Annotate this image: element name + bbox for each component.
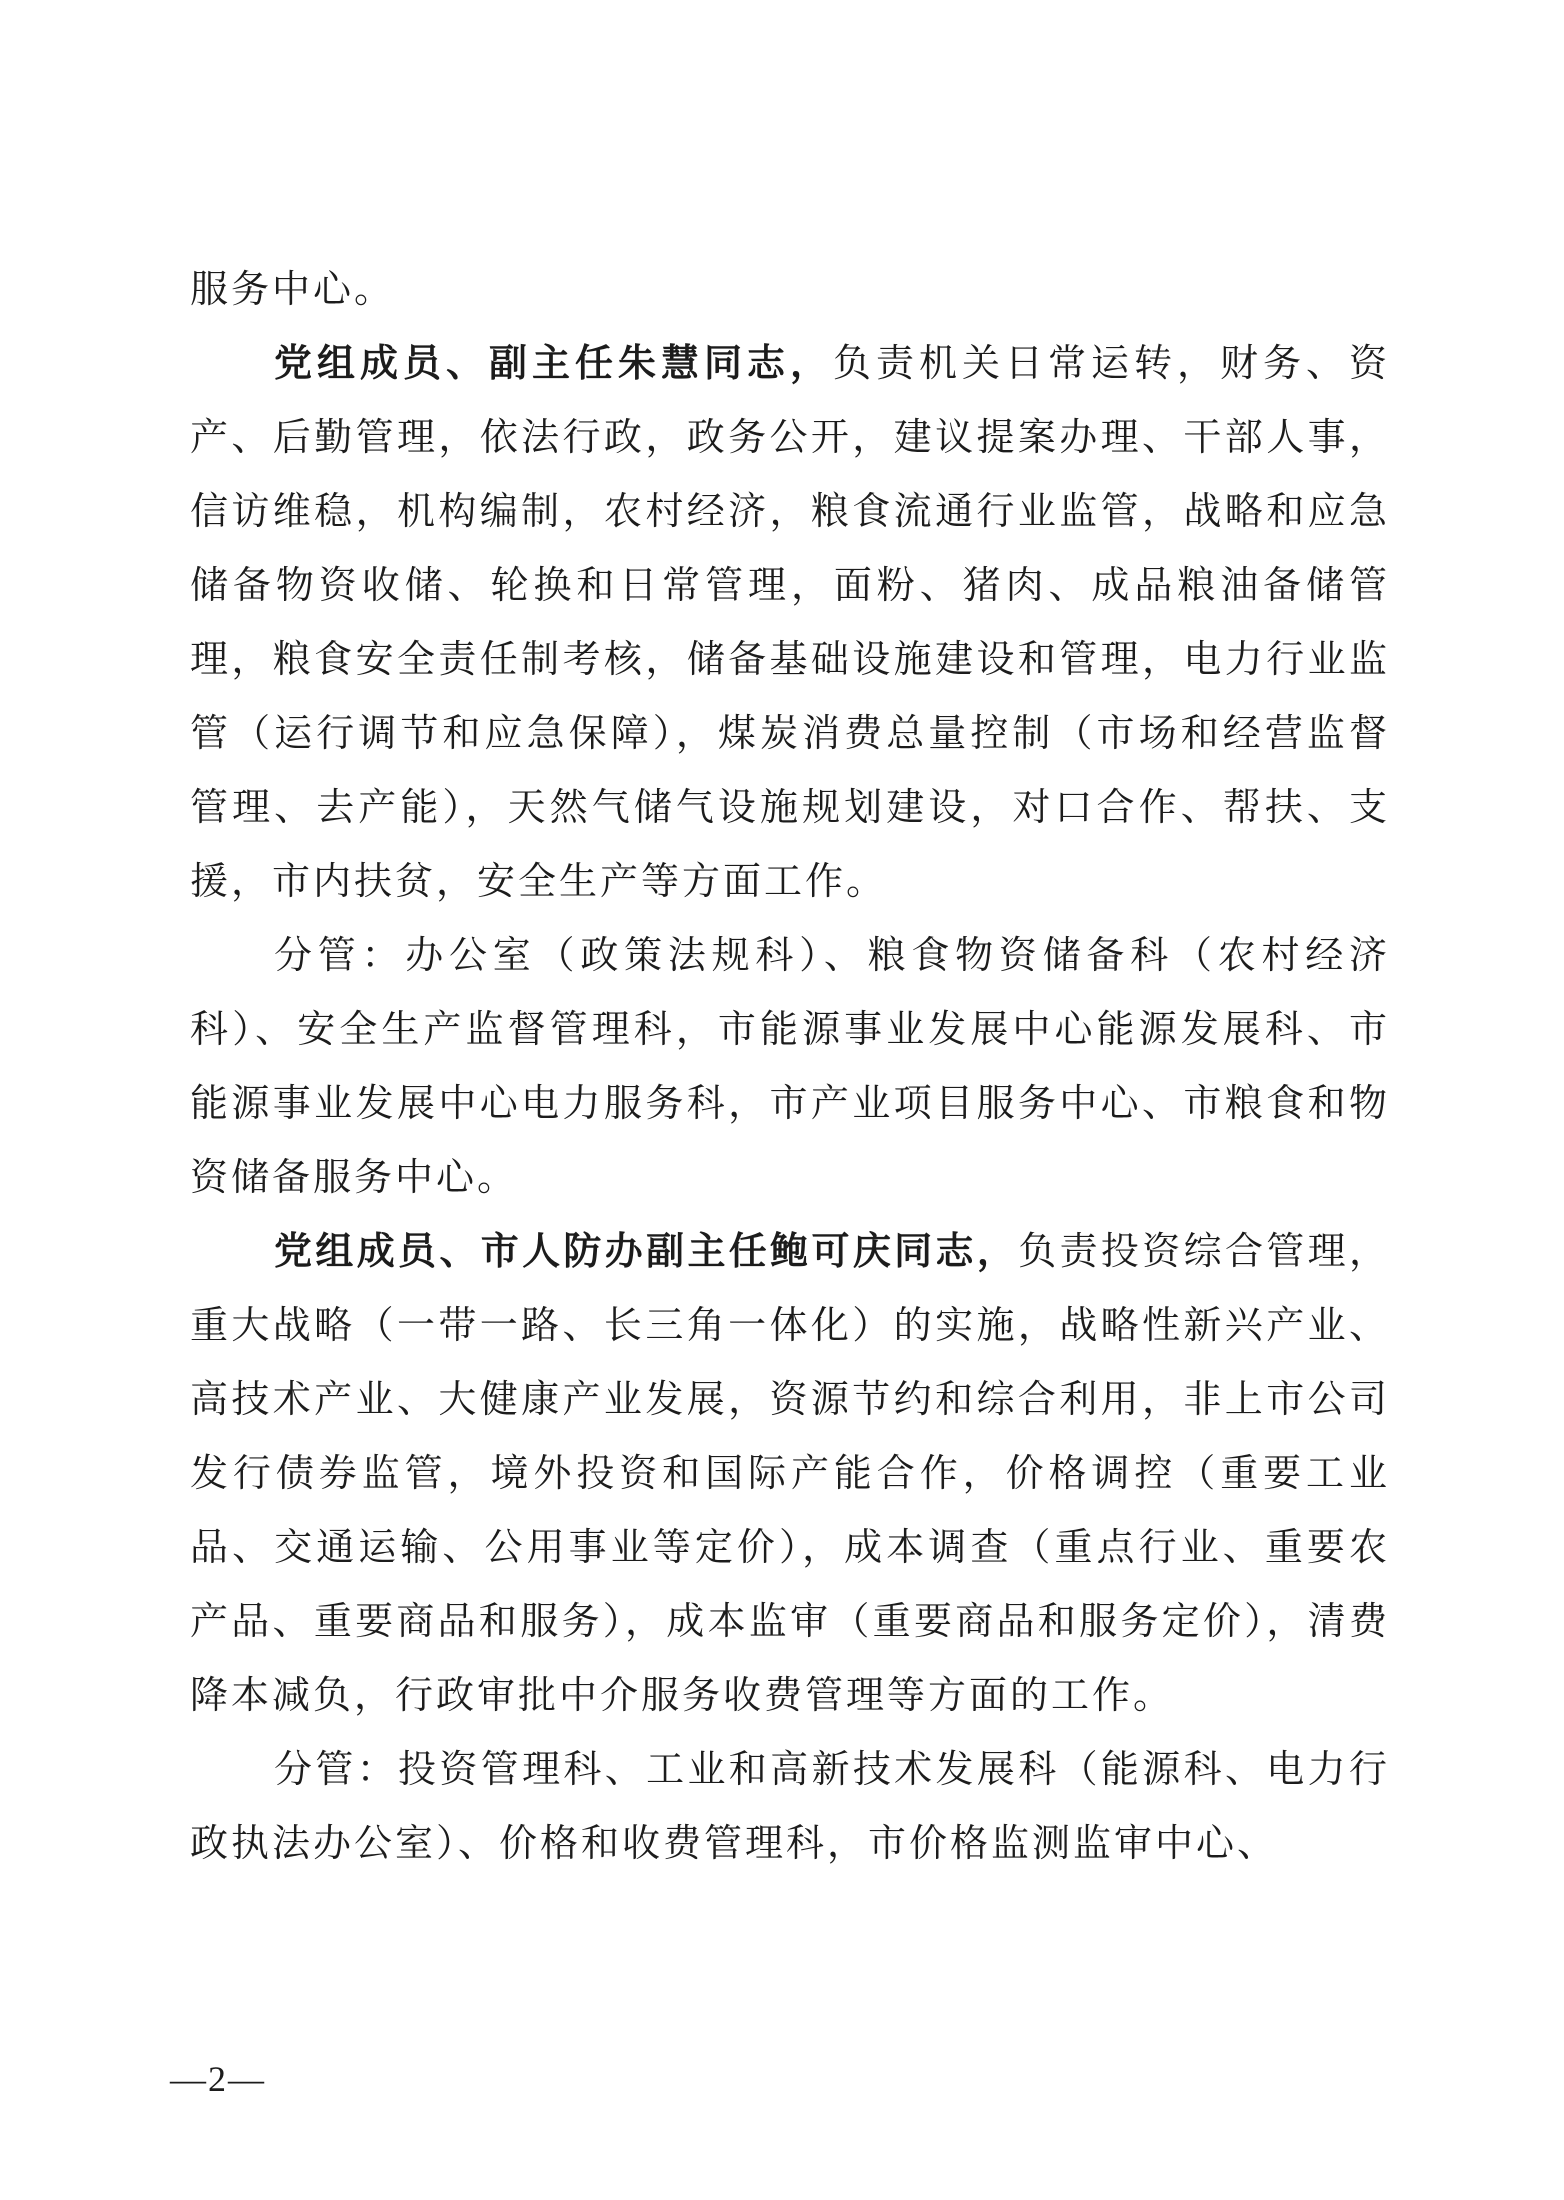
paragraph-text: 服务中心。 xyxy=(190,267,396,311)
paragraph-text: 负责机关日常运转，财务、资产、后勤管理，依法行政，政务公开，建议提案办理、干部人事，信访维稳，机构编制，农村经济，粮食流通行业监管，战略和应急储备物资收储、轮换和日常管理，面粉、猪肉、成品粮油备储管理，粮食安全责任制考核，储备基础设施建设和管理，电力行业监管（运行调节和应急保障），煤炭消费总量控制（市场和经营监督管理、去产能），天然气储气设施规划建设，对口合作、帮扶、支援，市内扶贫，安全生产等方面工作。 xyxy=(190,341,1390,903)
paragraph-lead-zhu-hui: 党组成员、副主任朱慧同志， xyxy=(274,341,833,385)
paragraph-zhu-hui-departments xyxy=(190,918,1390,1214)
paragraph-zhu-hui-duties xyxy=(190,326,1390,918)
paragraph-bao-keqing-duties xyxy=(190,1214,1390,1732)
page-number: —2— xyxy=(170,2059,266,2099)
paragraph-bao-keqing-departments xyxy=(190,1732,1390,1880)
paragraph-text: 负责投资综合管理，重大战略（一带一路、长三角一体化）的实施，战略性新兴产业、高技术产业、大健康产业发展，资源节约和综合利用，非上市公司发行债券监管，境外投资和国际产能合作，价格调控（重要工业品、交通运输、公用事业等定价），成本调查（重点行业、重要农产品、重要商品和服务），成本监审（重要商品和服务定价），清费降本减负，行政审批中介服务收费管理等方面的工作。 xyxy=(190,1229,1390,1717)
paragraph-lead-bao-keqing: 党组成员、市人防办副主任鲍可庆同志， xyxy=(274,1229,1019,1273)
body-text xyxy=(190,252,1390,1880)
paragraph-text: 分管：办公室（政策法规科）、粮食物资储备科（农村经济科）、安全生产监督管理科，市能源事业发展中心能源发展科、市能源事业发展中心电力服务科，市产业项目服务中心、市粮食和物资储备服务中心。 xyxy=(190,933,1390,1199)
paragraph-text: 分管：投资管理科、工业和高新技术发展科（能源科、电力行政执法办公室）、价格和收费管理科，市价格监测监审中心、 xyxy=(190,1747,1390,1865)
paragraph-continuation xyxy=(190,252,1390,326)
